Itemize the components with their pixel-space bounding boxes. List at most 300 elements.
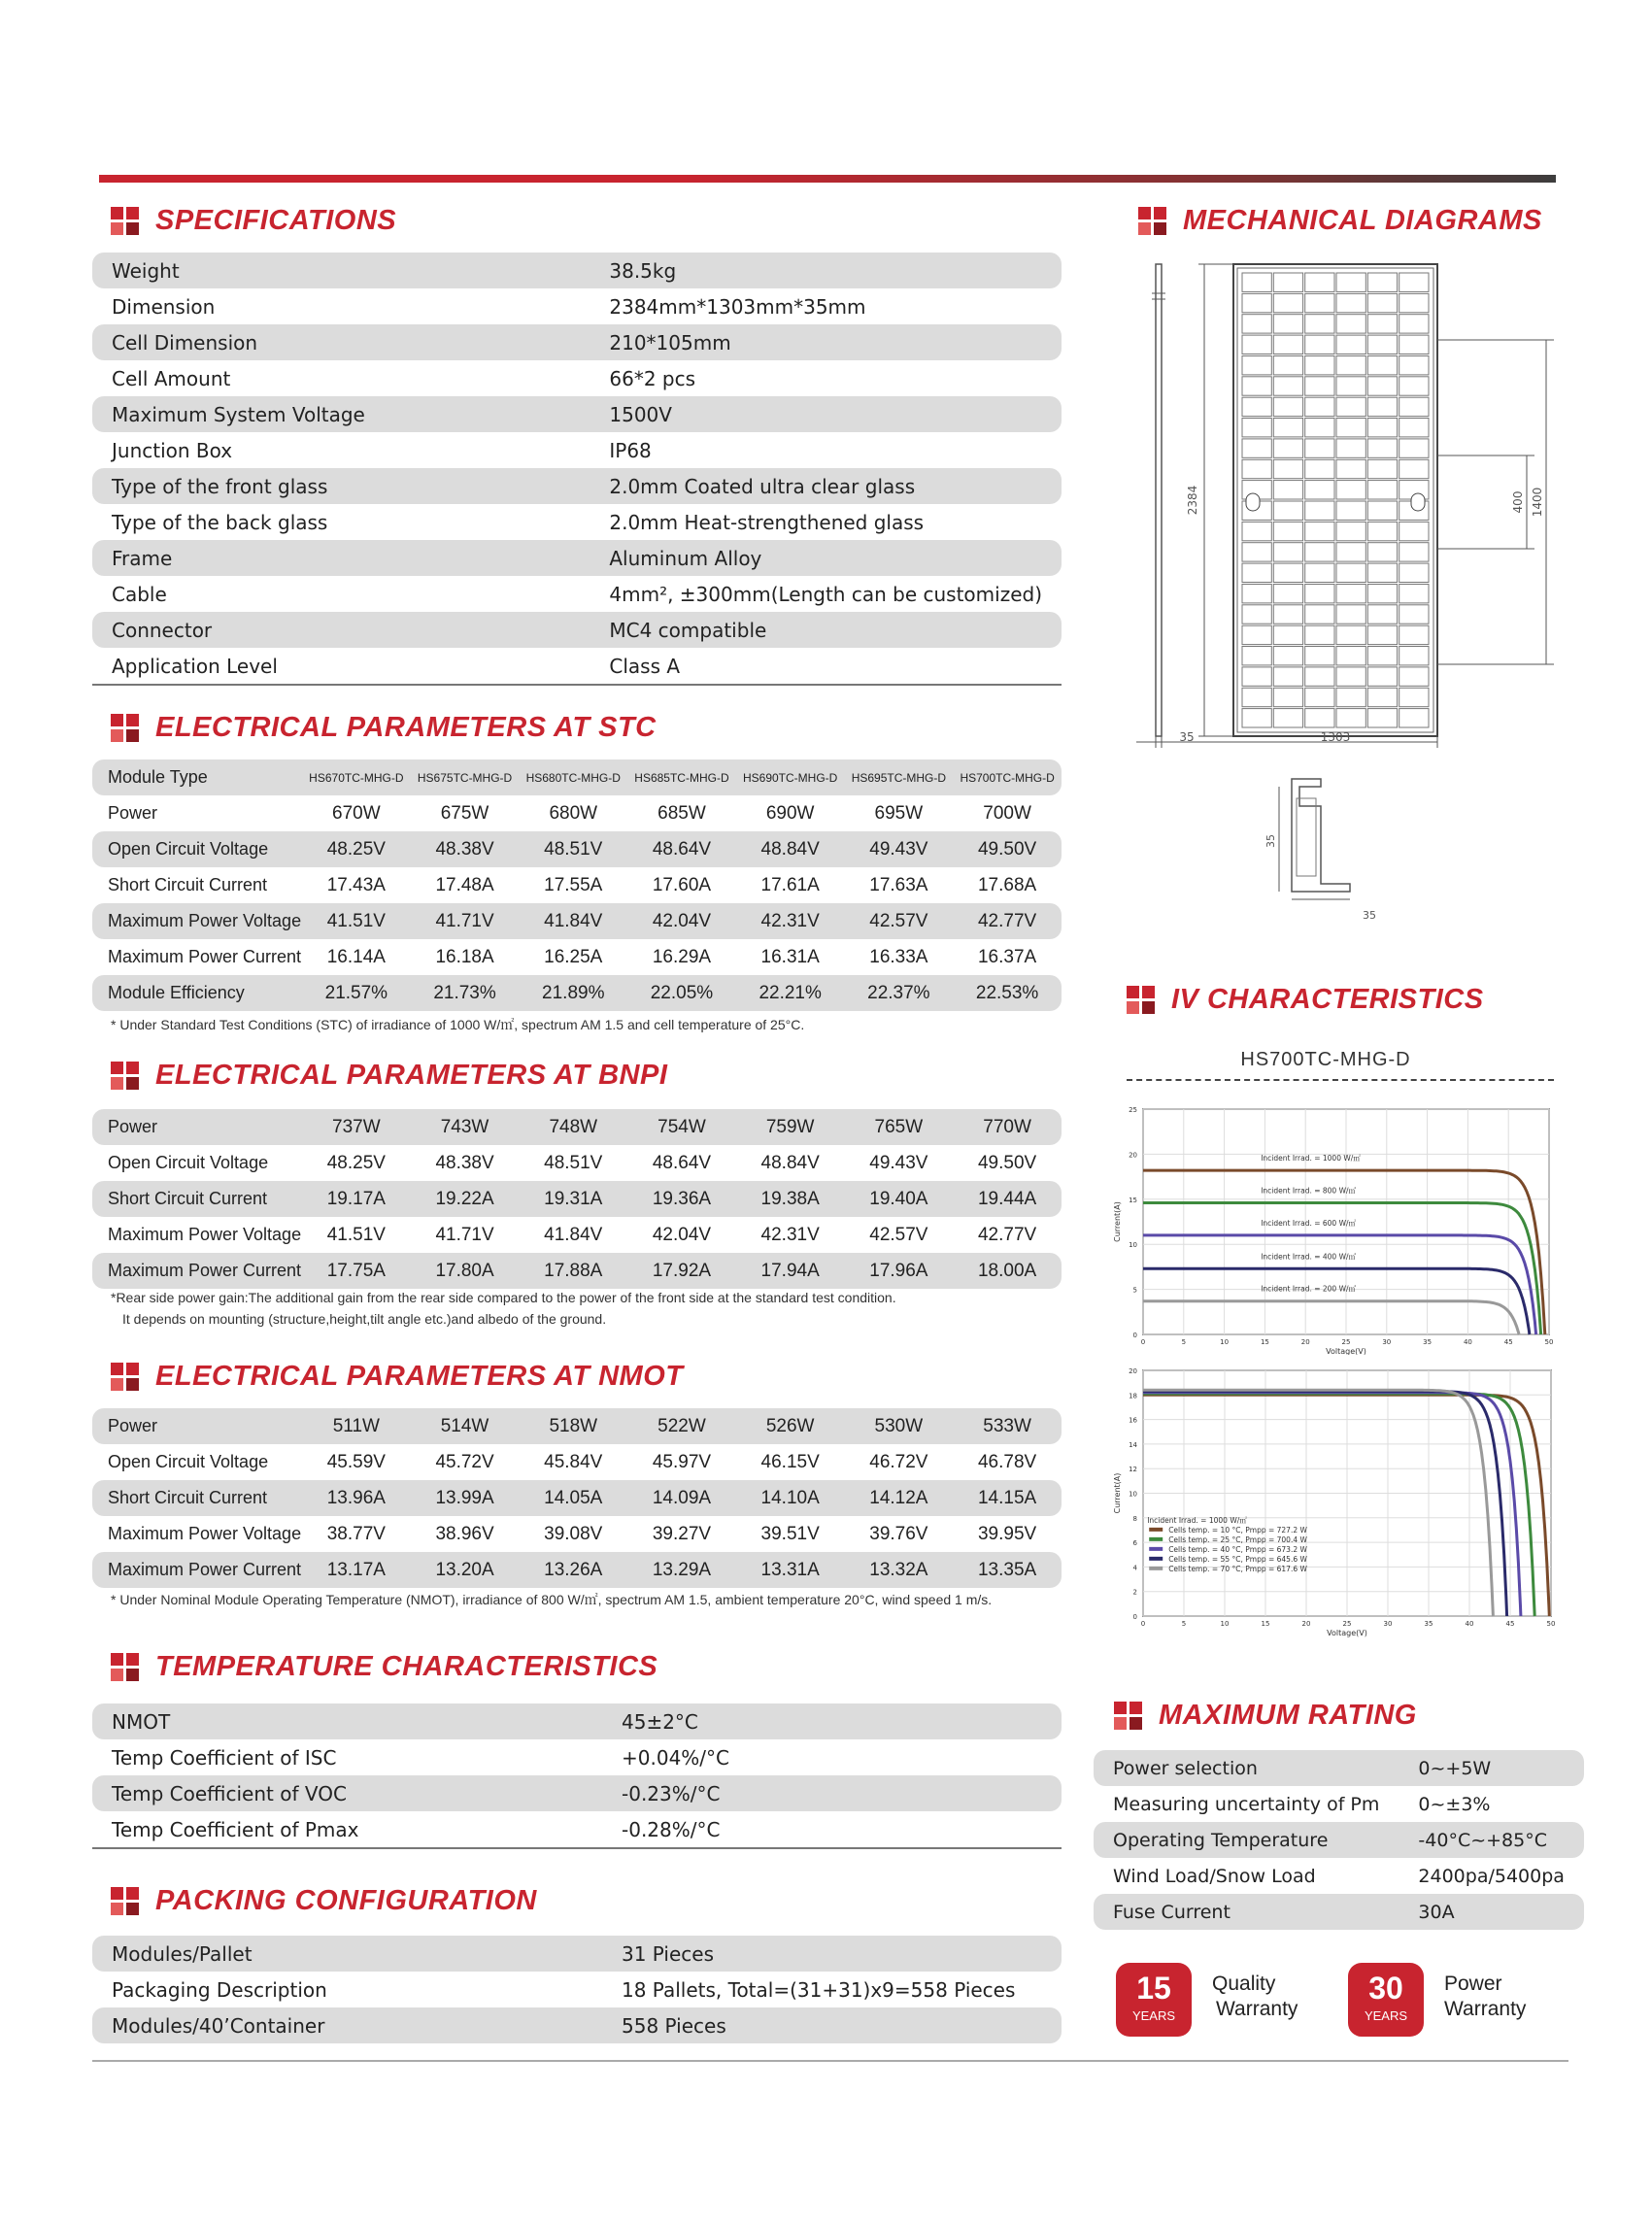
nmot-cell: 38.96V xyxy=(435,1523,494,1544)
x-tick-label: 30 xyxy=(1383,1620,1393,1628)
bnpi-cell: 18.00A xyxy=(953,1253,1062,1289)
maxrating-row xyxy=(1094,1750,1584,1786)
power-warranty-unit: YEARS xyxy=(1364,2008,1408,2023)
temperature-table xyxy=(92,1703,1062,1849)
nmot-row-label: Maximum Power Current xyxy=(92,1552,302,1588)
top-divider xyxy=(99,175,1556,183)
maxrating-label: Operating Temperature xyxy=(1094,1822,1399,1858)
solar-cell xyxy=(1305,647,1334,665)
packing-value: 18 Pallets, Total=(31+31)x9=558 Pieces xyxy=(622,1977,1016,2002)
temperature-value: -0.23%/°C xyxy=(602,1775,1062,1811)
maxrating-label: Wind Load/Snow Load xyxy=(1113,1865,1316,1887)
brand-logo-icon xyxy=(111,1062,140,1091)
stc-cell: 22.05% xyxy=(627,975,736,1011)
temperature-legend-label: Cells temp. = 10 °C, Pmpp = 727.2 W xyxy=(1168,1525,1307,1535)
packing-label: Modules/40’Container xyxy=(92,2007,602,2043)
bnpi-cell: 49.43V xyxy=(869,1152,928,1173)
temperature-row xyxy=(92,1703,1062,1739)
specifications-label: Frame xyxy=(92,540,590,576)
specifications-row xyxy=(92,648,1062,684)
specifications-value: MC4 compatible xyxy=(590,612,1062,648)
legend-swatch xyxy=(1149,1528,1163,1532)
temperature-title: TEMPERATURE CHARACTERISTICS xyxy=(155,1651,658,1682)
solar-cell xyxy=(1399,419,1429,437)
solar-cell xyxy=(1367,522,1397,540)
stc-cell: 22.21% xyxy=(736,975,845,1011)
x-tick-label: 40 xyxy=(1463,1338,1472,1346)
solar-cell xyxy=(1399,397,1429,416)
specifications-value: 2384mm*1303mm*35mm xyxy=(609,294,866,319)
specifications-label: Connector xyxy=(92,612,590,648)
solar-cell xyxy=(1367,647,1397,665)
maxrating-value: -40°C~+85°C xyxy=(1399,1822,1584,1858)
specifications-label: Cell Amount xyxy=(112,366,231,390)
bnpi-row xyxy=(92,1109,1062,1145)
x-tick-label: 0 xyxy=(1140,1338,1146,1346)
stc-cell: 695W xyxy=(874,802,924,824)
nmot-cell: 45.97V xyxy=(652,1451,712,1472)
stc-row xyxy=(92,975,1062,1011)
x-tick-label: 50 xyxy=(1544,1338,1554,1346)
nmot-note: * Under Nominal Module Operating Temperature (NMOT), irradiance of 800 W/㎡, spectrum AM 1.5, ambient temperature 20°C, wind speed 1 m/s. xyxy=(111,1592,993,1607)
specifications-row xyxy=(92,432,1062,468)
solar-cell xyxy=(1273,356,1302,375)
solar-cell xyxy=(1367,625,1397,644)
nmot-table xyxy=(92,1408,1062,1588)
x-tick-label: 50 xyxy=(1546,1620,1556,1628)
solar-cell xyxy=(1242,397,1271,416)
solar-cell xyxy=(1242,293,1271,312)
nmot-row xyxy=(92,1408,1062,1444)
quality-warranty-text xyxy=(1212,1972,1298,2022)
dim-400-label: 400 xyxy=(1511,490,1525,514)
stc-cell: 670W xyxy=(332,802,381,824)
solar-cell xyxy=(1305,439,1334,457)
specifications-value: IP68 xyxy=(609,438,652,462)
nmot-cell: 39.95V xyxy=(977,1523,1037,1544)
solar-cell xyxy=(1399,315,1429,333)
x-tick-label: 30 xyxy=(1382,1338,1392,1346)
specifications-label: Junction Box xyxy=(112,438,233,462)
nmot-cell: 46.72V xyxy=(869,1451,928,1472)
solar-cell xyxy=(1367,667,1397,686)
bnpi-cell: 19.38A xyxy=(736,1181,845,1217)
x-tick-label: 35 xyxy=(1423,1338,1433,1346)
solar-cell xyxy=(1399,709,1429,727)
stc-cell: 685W xyxy=(657,802,706,824)
y-tick-label: 18 xyxy=(1129,1392,1137,1400)
solar-cell xyxy=(1305,481,1334,499)
nmot-row xyxy=(92,1516,1062,1552)
solar-cell xyxy=(1399,459,1429,478)
nmot-row-label: Open Circuit Voltage xyxy=(108,1452,269,1471)
dim-1400-label: 1400 xyxy=(1531,487,1544,518)
nmot-cell: 511W xyxy=(302,1408,411,1444)
solar-cell xyxy=(1336,688,1365,706)
bnpi-cell: 19.40A xyxy=(845,1181,954,1217)
specifications-heading xyxy=(111,205,396,237)
solar-cell xyxy=(1273,585,1302,603)
solar-cell xyxy=(1399,647,1429,665)
quality-warranty-line1: Quality xyxy=(1212,1973,1276,1995)
stc-cell: 48.64V xyxy=(627,831,736,867)
solar-cell xyxy=(1242,625,1271,644)
maxrating-heading xyxy=(1114,1700,1417,1732)
packing-value: 31 Pieces xyxy=(602,1936,1062,1972)
nmot-row-label: Power xyxy=(92,1408,302,1444)
stc-row-label: Short Circuit Current xyxy=(108,875,268,894)
profile-width-label: 35 xyxy=(1363,909,1376,922)
nmot-cell: 14.15A xyxy=(953,1480,1062,1516)
nmot-cell: 13.26A xyxy=(519,1552,627,1588)
packing-heading xyxy=(111,1885,537,1917)
solar-cell xyxy=(1273,667,1302,686)
bnpi-row-label: Maximum Power Voltage xyxy=(108,1225,302,1244)
temperature-value: -0.28%/°C xyxy=(622,1817,721,1841)
specifications-value: Aluminum Alloy xyxy=(590,540,1062,576)
solar-cell xyxy=(1305,709,1334,727)
solar-cell xyxy=(1242,315,1271,333)
solar-cell xyxy=(1367,605,1397,624)
nmot-cell: 13.20A xyxy=(411,1552,520,1588)
irradiance-label: Incident Irrad. = 800 W/㎡ xyxy=(1261,1186,1357,1196)
specifications-row xyxy=(92,396,1062,432)
solar-cell xyxy=(1305,563,1334,582)
bnpi-row xyxy=(92,1217,1062,1253)
solar-cell xyxy=(1336,585,1365,603)
bnpi-cell: 41.84V xyxy=(544,1224,603,1245)
bnpi-cell: 737W xyxy=(302,1109,411,1145)
temperature-row xyxy=(92,1739,1062,1775)
y-tick-label: 12 xyxy=(1129,1466,1137,1474)
mechanical-title: MECHANICAL DIAGRAMS xyxy=(1183,205,1542,236)
specifications-row xyxy=(92,324,1062,360)
solar-cell xyxy=(1242,522,1271,540)
solar-cell xyxy=(1336,563,1365,582)
bnpi-title: ELECTRICAL PARAMETERS AT BNPI xyxy=(155,1060,668,1091)
solar-cell xyxy=(1399,667,1429,686)
solar-cell xyxy=(1399,625,1429,644)
bnpi-cell: 41.51V xyxy=(326,1224,386,1245)
solar-cell xyxy=(1242,419,1271,437)
solar-cell xyxy=(1367,273,1397,291)
specifications-row xyxy=(92,612,1062,648)
solar-cell xyxy=(1305,273,1334,291)
nmot-cell: 38.77V xyxy=(326,1523,386,1544)
solar-cell xyxy=(1242,688,1271,706)
solar-cell xyxy=(1336,709,1365,727)
solar-cell xyxy=(1305,688,1334,706)
x-axis-label: Voltage(V) xyxy=(1327,1629,1367,1637)
solar-cell xyxy=(1367,543,1397,561)
bnpi-cell: 48.84V xyxy=(760,1152,820,1173)
bnpi-cell: 17.80A xyxy=(411,1253,520,1289)
solar-cell xyxy=(1367,439,1397,457)
stc-row xyxy=(92,831,1062,867)
packing-row xyxy=(92,1936,1062,1972)
y-tick-label: 8 xyxy=(1132,1514,1137,1523)
specifications-value: 210*105mm xyxy=(590,324,1062,360)
bnpi-row-label: Power xyxy=(92,1109,302,1145)
stc-cell: 16.18A xyxy=(435,946,494,967)
x-tick-label: 0 xyxy=(1140,1620,1146,1628)
irradiance-label: Incident Irrad. = 1000 W/㎡ xyxy=(1261,1154,1361,1164)
bnpi-cell: 19.31A xyxy=(519,1181,627,1217)
solar-cell xyxy=(1367,293,1397,312)
solar-cell xyxy=(1242,667,1271,686)
solar-cell xyxy=(1336,377,1365,395)
solar-cell xyxy=(1367,688,1397,706)
nmot-cell: 46.78V xyxy=(977,1451,1037,1472)
solar-cell xyxy=(1273,563,1302,582)
y-tick-label: 0 xyxy=(1132,1332,1137,1339)
solar-cell xyxy=(1336,419,1365,437)
solar-cell xyxy=(1305,667,1334,686)
iv-title: IV CHARACTERISTICS xyxy=(1171,984,1484,1015)
solar-cell xyxy=(1273,439,1302,457)
y-tick-label: 14 xyxy=(1129,1440,1137,1449)
solar-cell xyxy=(1367,459,1397,478)
solar-cell xyxy=(1242,273,1271,291)
brand-logo-icon xyxy=(111,207,140,236)
y-tick-label: 0 xyxy=(1132,1613,1137,1621)
solar-cell xyxy=(1336,315,1365,333)
specifications-title: SPECIFICATIONS xyxy=(155,205,397,236)
nmot-cell: 13.31A xyxy=(736,1552,845,1588)
nmot-cell: 518W xyxy=(519,1408,627,1444)
stc-cell: 16.33A xyxy=(869,946,928,967)
iv-heading xyxy=(1127,984,1484,1016)
stc-cell: 21.73% xyxy=(411,975,520,1011)
stc-cell: 22.37% xyxy=(845,975,954,1011)
y-tick-label: 2 xyxy=(1132,1588,1137,1597)
nmot-row-label: Short Circuit Current xyxy=(92,1480,302,1516)
power-warranty-line1: Power xyxy=(1444,1973,1502,1995)
y-tick-label: 20 xyxy=(1129,1151,1137,1160)
solar-cell xyxy=(1273,688,1302,706)
solar-cell xyxy=(1336,647,1365,665)
specifications-value: 1500V xyxy=(590,396,1062,432)
specifications-label: Application Level xyxy=(112,654,278,678)
stc-row-label: Module Efficiency xyxy=(92,975,302,1011)
solar-cell xyxy=(1367,501,1397,520)
stc-row-label: Open Circuit Voltage xyxy=(92,831,302,867)
solar-cell xyxy=(1305,605,1334,624)
stc-row-label: Power xyxy=(108,803,158,823)
bnpi-cell: 42.77V xyxy=(977,1224,1037,1245)
solar-cell xyxy=(1273,481,1302,499)
stc-cell: 17.63A xyxy=(869,874,928,895)
solar-cell xyxy=(1399,293,1429,312)
solar-cell xyxy=(1336,459,1365,478)
stc-row xyxy=(92,795,1062,831)
solar-cell xyxy=(1242,335,1271,354)
nmot-row xyxy=(92,1444,1062,1480)
legend-swatch xyxy=(1149,1567,1163,1570)
solar-cell xyxy=(1399,543,1429,561)
bnpi-cell: 48.64V xyxy=(652,1152,712,1173)
solar-cell xyxy=(1242,563,1271,582)
solar-cell xyxy=(1273,335,1302,354)
solar-cell xyxy=(1367,397,1397,416)
stc-row xyxy=(92,867,1062,903)
specifications-value: 38.5kg xyxy=(590,253,1062,288)
temperature-label: Temp Coefficient of Pmax xyxy=(112,1817,359,1841)
mechanical-heading xyxy=(1138,205,1542,237)
stc-cell: HS675TC-MHG-D xyxy=(411,759,520,795)
solar-cell xyxy=(1336,522,1365,540)
brand-logo-icon xyxy=(1127,986,1156,1015)
solar-cell xyxy=(1399,585,1429,603)
nmot-row-label: Maximum Power Voltage xyxy=(108,1524,302,1543)
specifications-table xyxy=(92,253,1062,686)
packing-row xyxy=(92,2007,1062,2043)
solar-cell xyxy=(1273,377,1302,395)
temperature-label: Temp Coefficient of ISC xyxy=(112,1745,337,1770)
brand-logo-icon xyxy=(1138,207,1167,236)
x-tick-label: 40 xyxy=(1465,1620,1474,1628)
solar-cell xyxy=(1305,335,1334,354)
temperature-legend-label: Cells temp. = 70 °C, Pmpp = 617.6 W xyxy=(1168,1564,1307,1573)
nmot-cell: 522W xyxy=(627,1408,736,1444)
iv-chart-irradiance xyxy=(1102,1088,1559,1355)
bnpi-note-2: It depends on mounting (structure,height,tilt angle etc.)and albedo of the ground. xyxy=(122,1311,607,1327)
y-axis-label: Current(A) xyxy=(1113,1472,1122,1514)
bnpi-cell: 17.75A xyxy=(302,1253,411,1289)
packing-row xyxy=(92,1972,1062,2007)
solar-cell xyxy=(1367,563,1397,582)
solar-cell xyxy=(1242,585,1271,603)
stc-cell: 17.43A xyxy=(326,874,386,895)
cell-grid xyxy=(1242,273,1429,727)
iv-chart-temperature xyxy=(1102,1365,1559,1646)
solar-cell xyxy=(1367,709,1397,727)
solar-cell xyxy=(1242,459,1271,478)
solar-cell xyxy=(1273,625,1302,644)
bnpi-heading xyxy=(111,1060,667,1092)
solar-cell xyxy=(1399,439,1429,457)
solar-cell xyxy=(1242,647,1271,665)
specifications-label: Cell Dimension xyxy=(92,324,590,360)
solar-cell xyxy=(1273,397,1302,416)
solar-cell xyxy=(1242,356,1271,375)
stc-cell: 17.60A xyxy=(652,874,712,895)
y-tick-label: 6 xyxy=(1132,1539,1137,1548)
packing-value: 558 Pieces xyxy=(602,2007,1062,2043)
x-tick-label: 35 xyxy=(1424,1620,1433,1628)
maxrating-row xyxy=(1094,1858,1584,1894)
bnpi-row xyxy=(92,1145,1062,1181)
x-tick-label: 15 xyxy=(1261,1620,1270,1628)
solar-cell xyxy=(1336,501,1365,520)
stc-title: ELECTRICAL PARAMETERS AT STC xyxy=(155,712,657,743)
quality-warranty-years: 15 xyxy=(1136,1971,1171,2006)
stc-cell: 22.53% xyxy=(953,975,1062,1011)
nmot-cell: 14.09A xyxy=(627,1480,736,1516)
nmot-cell: 39.27V xyxy=(652,1523,712,1544)
stc-cell: 700W xyxy=(983,802,1031,824)
legend-swatch xyxy=(1149,1547,1163,1551)
bnpi-cell: 42.31V xyxy=(760,1224,820,1245)
nmot-cell: 14.10A xyxy=(736,1480,845,1516)
stc-cell: HS685TC-MHG-D xyxy=(627,759,736,795)
stc-cell: HS695TC-MHG-D xyxy=(845,759,954,795)
nmot-row xyxy=(92,1480,1062,1516)
solar-cell xyxy=(1399,522,1429,540)
stc-cell: 16.25A xyxy=(544,946,603,967)
stc-cell: 21.57% xyxy=(302,975,411,1011)
maxrating-value: 30A xyxy=(1399,1894,1584,1930)
solar-cell xyxy=(1399,563,1429,582)
nmot-cell: 39.51V xyxy=(760,1523,820,1544)
power-warranty-badge xyxy=(1348,1963,1424,2037)
specifications-label: Weight xyxy=(92,253,590,288)
specifications-row xyxy=(92,540,1062,576)
nmot-row xyxy=(92,1552,1062,1588)
profile-height-label: 35 xyxy=(1264,834,1277,848)
dim-height-label: 2384 xyxy=(1186,485,1199,516)
bnpi-cell: 17.96A xyxy=(845,1253,954,1289)
temperature-legend-label: Cells temp. = 55 °C, Pmpp = 645.6 W xyxy=(1168,1554,1307,1564)
solar-cell xyxy=(1305,625,1334,644)
solar-cell xyxy=(1336,335,1365,354)
bnpi-cell: 41.71V xyxy=(435,1224,494,1245)
bnpi-cell: 17.94A xyxy=(736,1253,845,1289)
temperature-value: +0.04%/°C xyxy=(622,1745,729,1770)
stc-cell: 42.04V xyxy=(627,903,736,939)
bnpi-row xyxy=(92,1181,1062,1217)
solar-cell xyxy=(1242,605,1271,624)
stc-cell: HS680TC-MHG-D xyxy=(519,759,627,795)
nmot-cell: 514W xyxy=(411,1408,520,1444)
legend-swatch xyxy=(1149,1557,1163,1561)
nmot-cell: 13.96A xyxy=(302,1480,411,1516)
specifications-value: 4mm², ±300mm(Length can be customized) xyxy=(609,582,1042,606)
stc-cell: HS670TC-MHG-D xyxy=(302,759,411,795)
solar-cell xyxy=(1367,481,1397,499)
nmot-cell: 45.84V xyxy=(544,1451,603,1472)
x-tick-label: 5 xyxy=(1181,1338,1187,1346)
bnpi-cell: 17.88A xyxy=(519,1253,627,1289)
solar-cell xyxy=(1367,356,1397,375)
solar-cell xyxy=(1336,605,1365,624)
bnpi-row-label: Short Circuit Current xyxy=(92,1181,302,1217)
maxrating-table xyxy=(1094,1750,1584,1930)
x-tick-label: 45 xyxy=(1503,1338,1513,1346)
specifications-label: Type of the back glass xyxy=(112,510,328,534)
stc-cell: 690W xyxy=(765,802,815,824)
bnpi-table xyxy=(92,1109,1062,1289)
solar-cell xyxy=(1242,543,1271,561)
bnpi-cell: 42.04V xyxy=(652,1224,712,1245)
stc-cell: 41.84V xyxy=(519,903,627,939)
solar-cell xyxy=(1336,439,1365,457)
stc-row xyxy=(92,903,1062,939)
stc-cell: 16.37A xyxy=(977,946,1037,967)
y-tick-label: 20 xyxy=(1129,1367,1137,1375)
specifications-label: Cable xyxy=(112,582,167,606)
brand-logo-icon xyxy=(111,1363,140,1392)
stc-cell: 48.25V xyxy=(302,831,411,867)
solar-cell xyxy=(1273,543,1302,561)
solar-cell xyxy=(1399,688,1429,706)
solar-cell xyxy=(1305,293,1334,312)
legend-swatch xyxy=(1149,1537,1163,1541)
temperature-value: 45±2°C xyxy=(602,1703,1062,1739)
maxrating-title: MAXIMUM RATING xyxy=(1159,1700,1417,1731)
maxrating-label: Fuse Current xyxy=(1094,1894,1399,1930)
stc-row xyxy=(92,759,1062,795)
